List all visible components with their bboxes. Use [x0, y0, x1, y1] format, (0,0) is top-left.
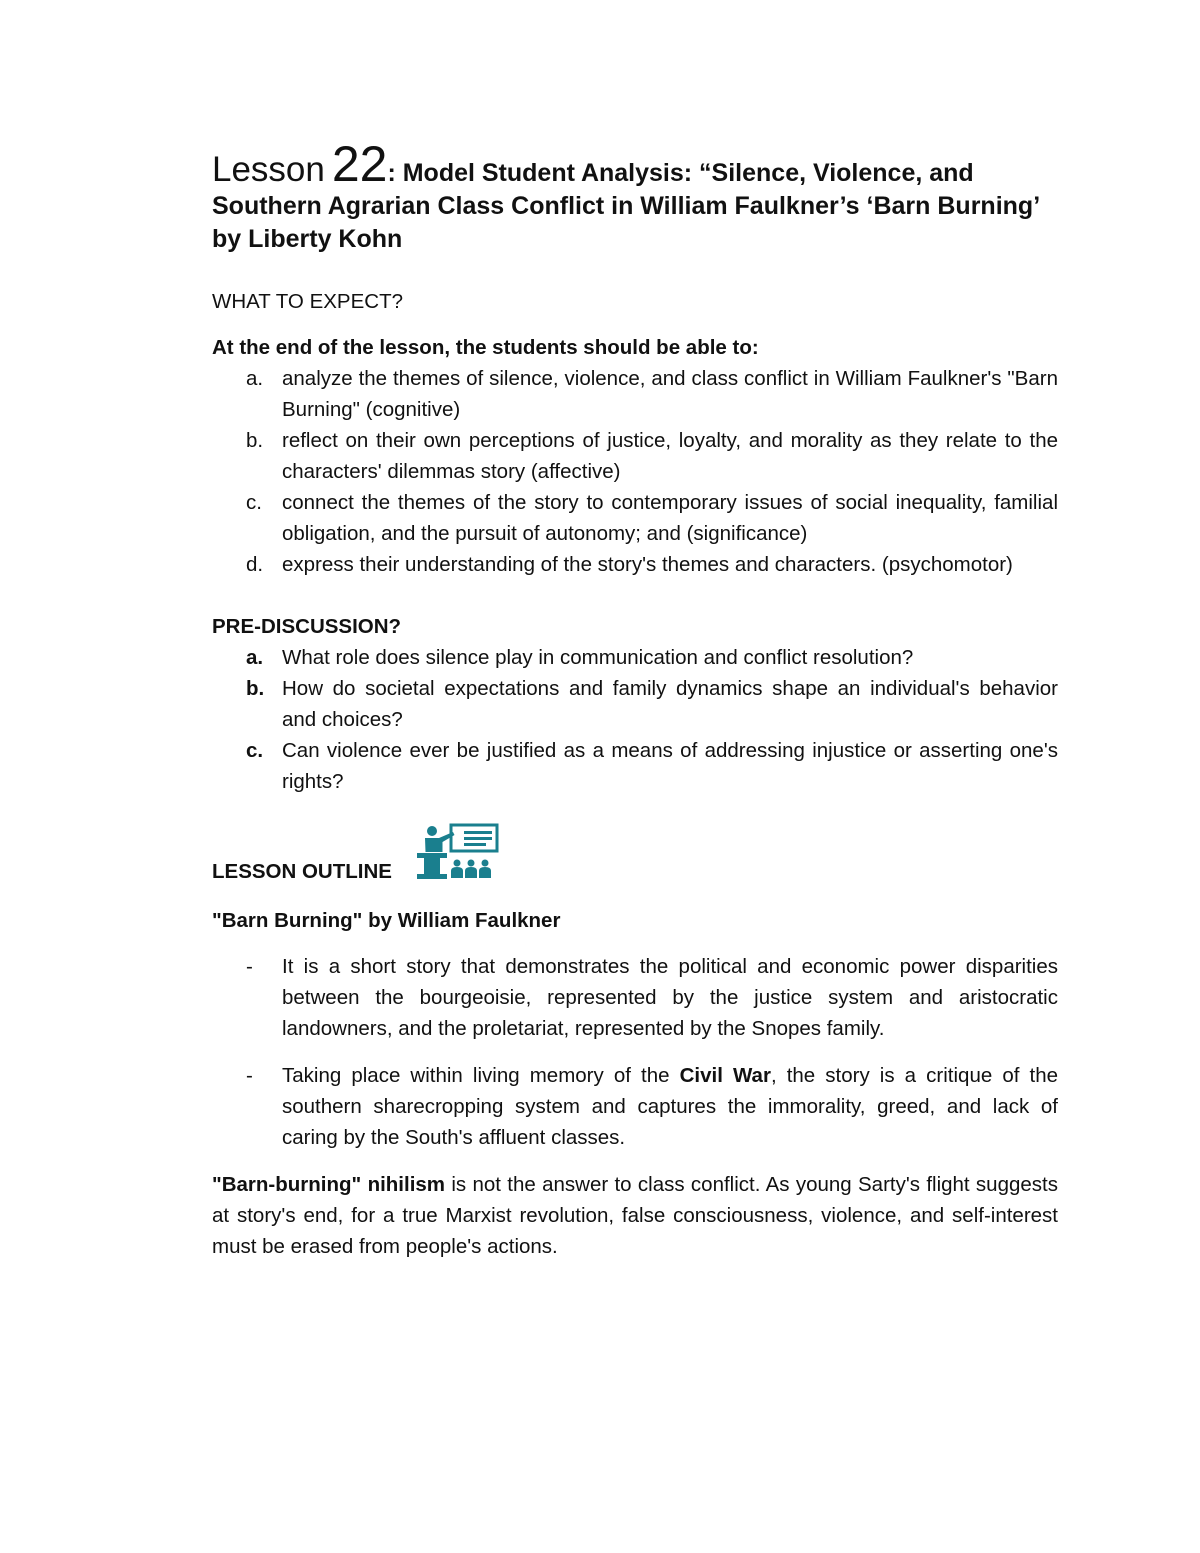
- list-marker: b.: [246, 429, 264, 452]
- lesson-word: Lesson: [212, 150, 325, 189]
- teacher-presentation-icon: [414, 823, 500, 885]
- list-marker: c.: [246, 491, 262, 514]
- list-item: [212, 1060, 1058, 1153]
- objectives-list: [212, 363, 1058, 580]
- list-item-text: Can violence ever be justified as a means of addressing injustice or asserting one's rights?: [282, 739, 1058, 793]
- objectives-intro: At the end of the lesson, the students should be able to:: [212, 336, 759, 359]
- list-item: [212, 673, 1058, 735]
- list-item-text: analyze the themes of silence, violence, and class conflict in William Faulkner's "Barn Burning" (cognitive): [282, 367, 1058, 421]
- list-item-text: reflect on their own perceptions of justice, loyalty, and morality as they relate to the characters' dilemmas story (affective): [282, 429, 1058, 483]
- list-item-text: How do societal expectations and family dynamics shape an individual's behavior and choices?: [282, 677, 1058, 731]
- list-marker: d.: [246, 553, 264, 576]
- outline-bullets: [212, 951, 1058, 1153]
- list-marker: b.: [246, 677, 265, 700]
- list-item-text: It is a short story that demonstrates the political and economic power disparities between the bourgeoisie, represented by the justice system and aristocratic landowners, and the proletariat, represented by the Snopes family.: [282, 955, 1058, 1040]
- list-item-text: Taking place within living memory of the: [282, 1064, 680, 1087]
- list-item: [212, 951, 1058, 1044]
- list-item: [212, 487, 1058, 549]
- closing-text: is not the answer to class conflict. As young Sarty's flight suggests at story's end, for a true Marxist revolution, false consciousness, violence, and self-interest must be erased from people's actions.: [212, 1173, 1058, 1258]
- list-item-text: express their understanding of the story's themes and characters. (psychomotor): [282, 553, 1013, 576]
- story-heading: "Barn Burning" by William Faulkner: [212, 909, 561, 932]
- lesson-title: [212, 136, 1058, 256]
- list-item: [212, 425, 1058, 487]
- list-marker: a.: [246, 367, 264, 390]
- list-item: [212, 735, 1058, 797]
- document-page: [212, 136, 1058, 1262]
- list-item-text: What role does silence play in communication and conflict resolution?: [282, 646, 914, 669]
- list-item: [212, 363, 1058, 425]
- list-item: [212, 549, 1058, 580]
- list-marker: a.: [246, 646, 264, 669]
- lesson-title-text: : Model Student Analysis: “Silence, Violence, and Southern Agrarian Class Conflict in William Faulkner’s ‘Barn Burning’ by Liberty Kohn: [212, 159, 1039, 253]
- pre-discussion-heading: PRE-DISCUSSION?: [212, 615, 402, 638]
- list-item: [212, 642, 1058, 673]
- dash-marker: -: [246, 1064, 253, 1087]
- list-item-text: , the story is a critique of the southern sharecropping system and captures the immorality, greed, and lack of caring by the South's affluent classes.: [282, 1064, 1058, 1149]
- lesson-outline-row: [212, 819, 1058, 887]
- dash-marker: -: [246, 955, 253, 978]
- lesson-outline-heading: LESSON OUTLINE: [212, 860, 392, 883]
- pre-discussion-list: [212, 642, 1058, 797]
- lesson-number: 22: [331, 136, 388, 192]
- list-marker: c.: [246, 739, 264, 762]
- nihilism-emphasis: "Barn-burning" nihilism: [212, 1173, 446, 1196]
- closing-paragraph: [212, 1169, 1058, 1262]
- list-item-text: connect the themes of the story to contemporary issues of social inequality, familial obligation, and the pursuit of autonomy; and (significance): [282, 491, 1058, 545]
- what-to-expect-heading: WHAT TO EXPECT?: [212, 290, 403, 313]
- civil-war-emphasis: Civil War: [679, 1064, 771, 1087]
